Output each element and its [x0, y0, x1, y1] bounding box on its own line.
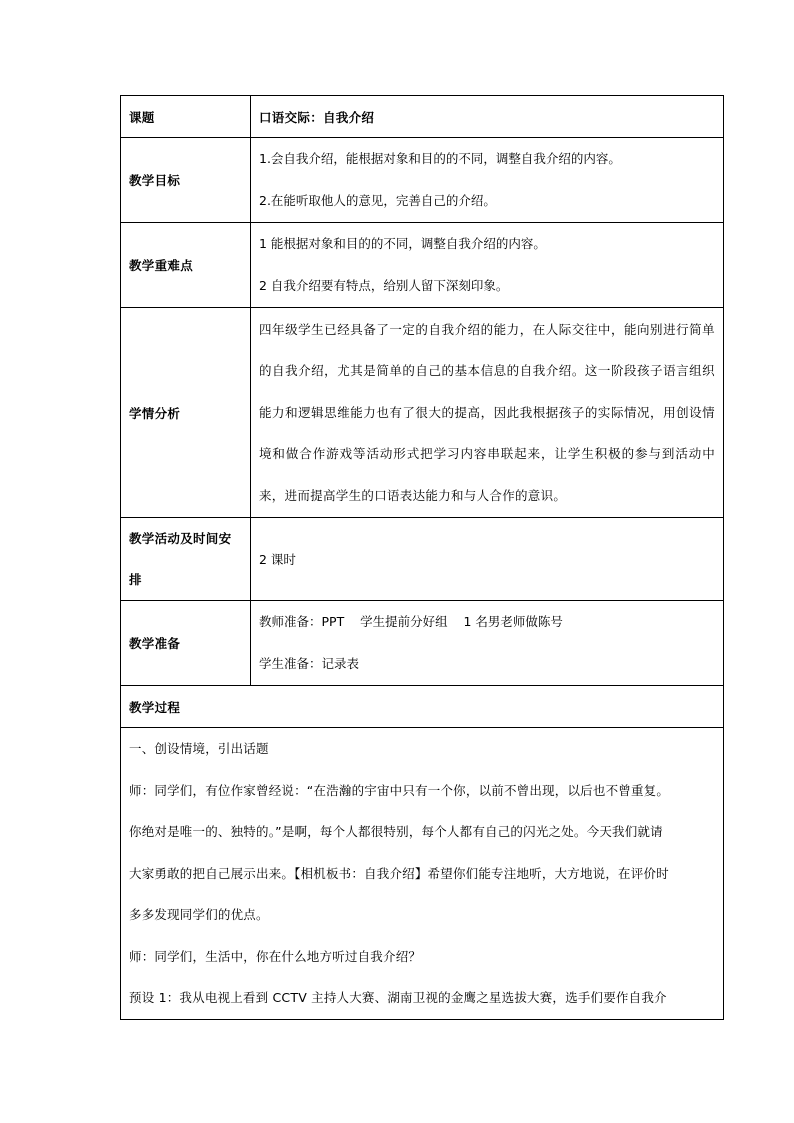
preparation-line: 学生准备：记录表 [259, 656, 360, 671]
table-row-goals [121, 138, 724, 223]
table-row-process-heading [121, 686, 724, 728]
preparation-cell [251, 601, 724, 686]
lesson-plan-table [120, 95, 724, 1020]
row-label: 教学重难点 [121, 223, 251, 308]
table-row-key-points [121, 223, 724, 308]
process-line: 师：同学们，有位作家曾经说：“在浩瀚的宇宙中只有一个你，以前不曾出现，以后也不曾重复。 [129, 782, 670, 798]
goal-line: 1.会自我介绍，能根据对象和目的的不同，调整自我介绍的内容。 [259, 151, 621, 166]
row-label: 教学准备 [121, 601, 251, 686]
goal-line: 2.在能听取他人的意见，完善自己的介绍。 [259, 193, 496, 208]
table-row-topic [121, 96, 724, 138]
topic-value: 口语交际：自我介绍 [251, 96, 724, 138]
goals-cell [251, 138, 724, 223]
analysis-paragraph: 四年级学生已经具备了一定的自我介绍的能力，在人际交往中，能向别进行简单的自我介绍，尤其是简单的自己的基本信息的自我介绍。这一阶段孩子语言组织能力和逻辑思维能力也有了很大的提高，因此我根据孩子的实际情况，用创设情境和做合作游戏等活动形式把学习内容串联起来，让学生积极的参与到活动中来，进而提高学生的口语表达能力和与人合作的意识。 [259, 321, 715, 503]
row-label: 学情分析 [121, 308, 251, 518]
process-cell [121, 728, 724, 1020]
process-line: 预设 1：我从电视上看到 CCTV 主持人大赛、湖南卫视的金鹰之星选拔大赛，选手们要作自我介 [129, 990, 667, 1005]
process-line: 多多发现同学们的优点。 [129, 907, 269, 922]
key-point-line: 2 自我介绍要有特点，给别人留下深刻印象。 [259, 278, 509, 293]
row-label: 教学目标 [121, 138, 251, 223]
table-row-preparation [121, 601, 724, 686]
process-line: 一、创设情境，引出话题 [129, 741, 269, 756]
table-row-activities [121, 518, 724, 601]
process-line: 师：同学们，生活中，你在什么地方听过自我介绍？ [129, 948, 422, 964]
row-label: 课题 [121, 96, 251, 138]
activities-value: 2 课时 [251, 518, 724, 601]
preparation-line: 教师准备：PPT 学生提前分好组 1 名男老师做陈号 [259, 614, 563, 629]
table-row-process [121, 728, 724, 1020]
row-label: 教学活动及时间安排 [121, 518, 251, 601]
analysis-cell [251, 308, 724, 518]
key-point-line: 1 能根据对象和目的的不同，调整自我介绍的内容。 [259, 236, 546, 251]
key-points-cell [251, 223, 724, 308]
table-row-analysis [121, 308, 724, 518]
process-line: 你绝对是唯一的、独特的。”是啊，每个人都很特别，每个人都有自己的闪光之处。今天我们就请 [129, 824, 663, 839]
process-heading: 教学过程 [121, 686, 724, 728]
process-line: 大家勇敢的把自己展示出来。【相机板书：自我介绍】希望你们能专注地听，大方地说，在评价时 [129, 865, 669, 881]
